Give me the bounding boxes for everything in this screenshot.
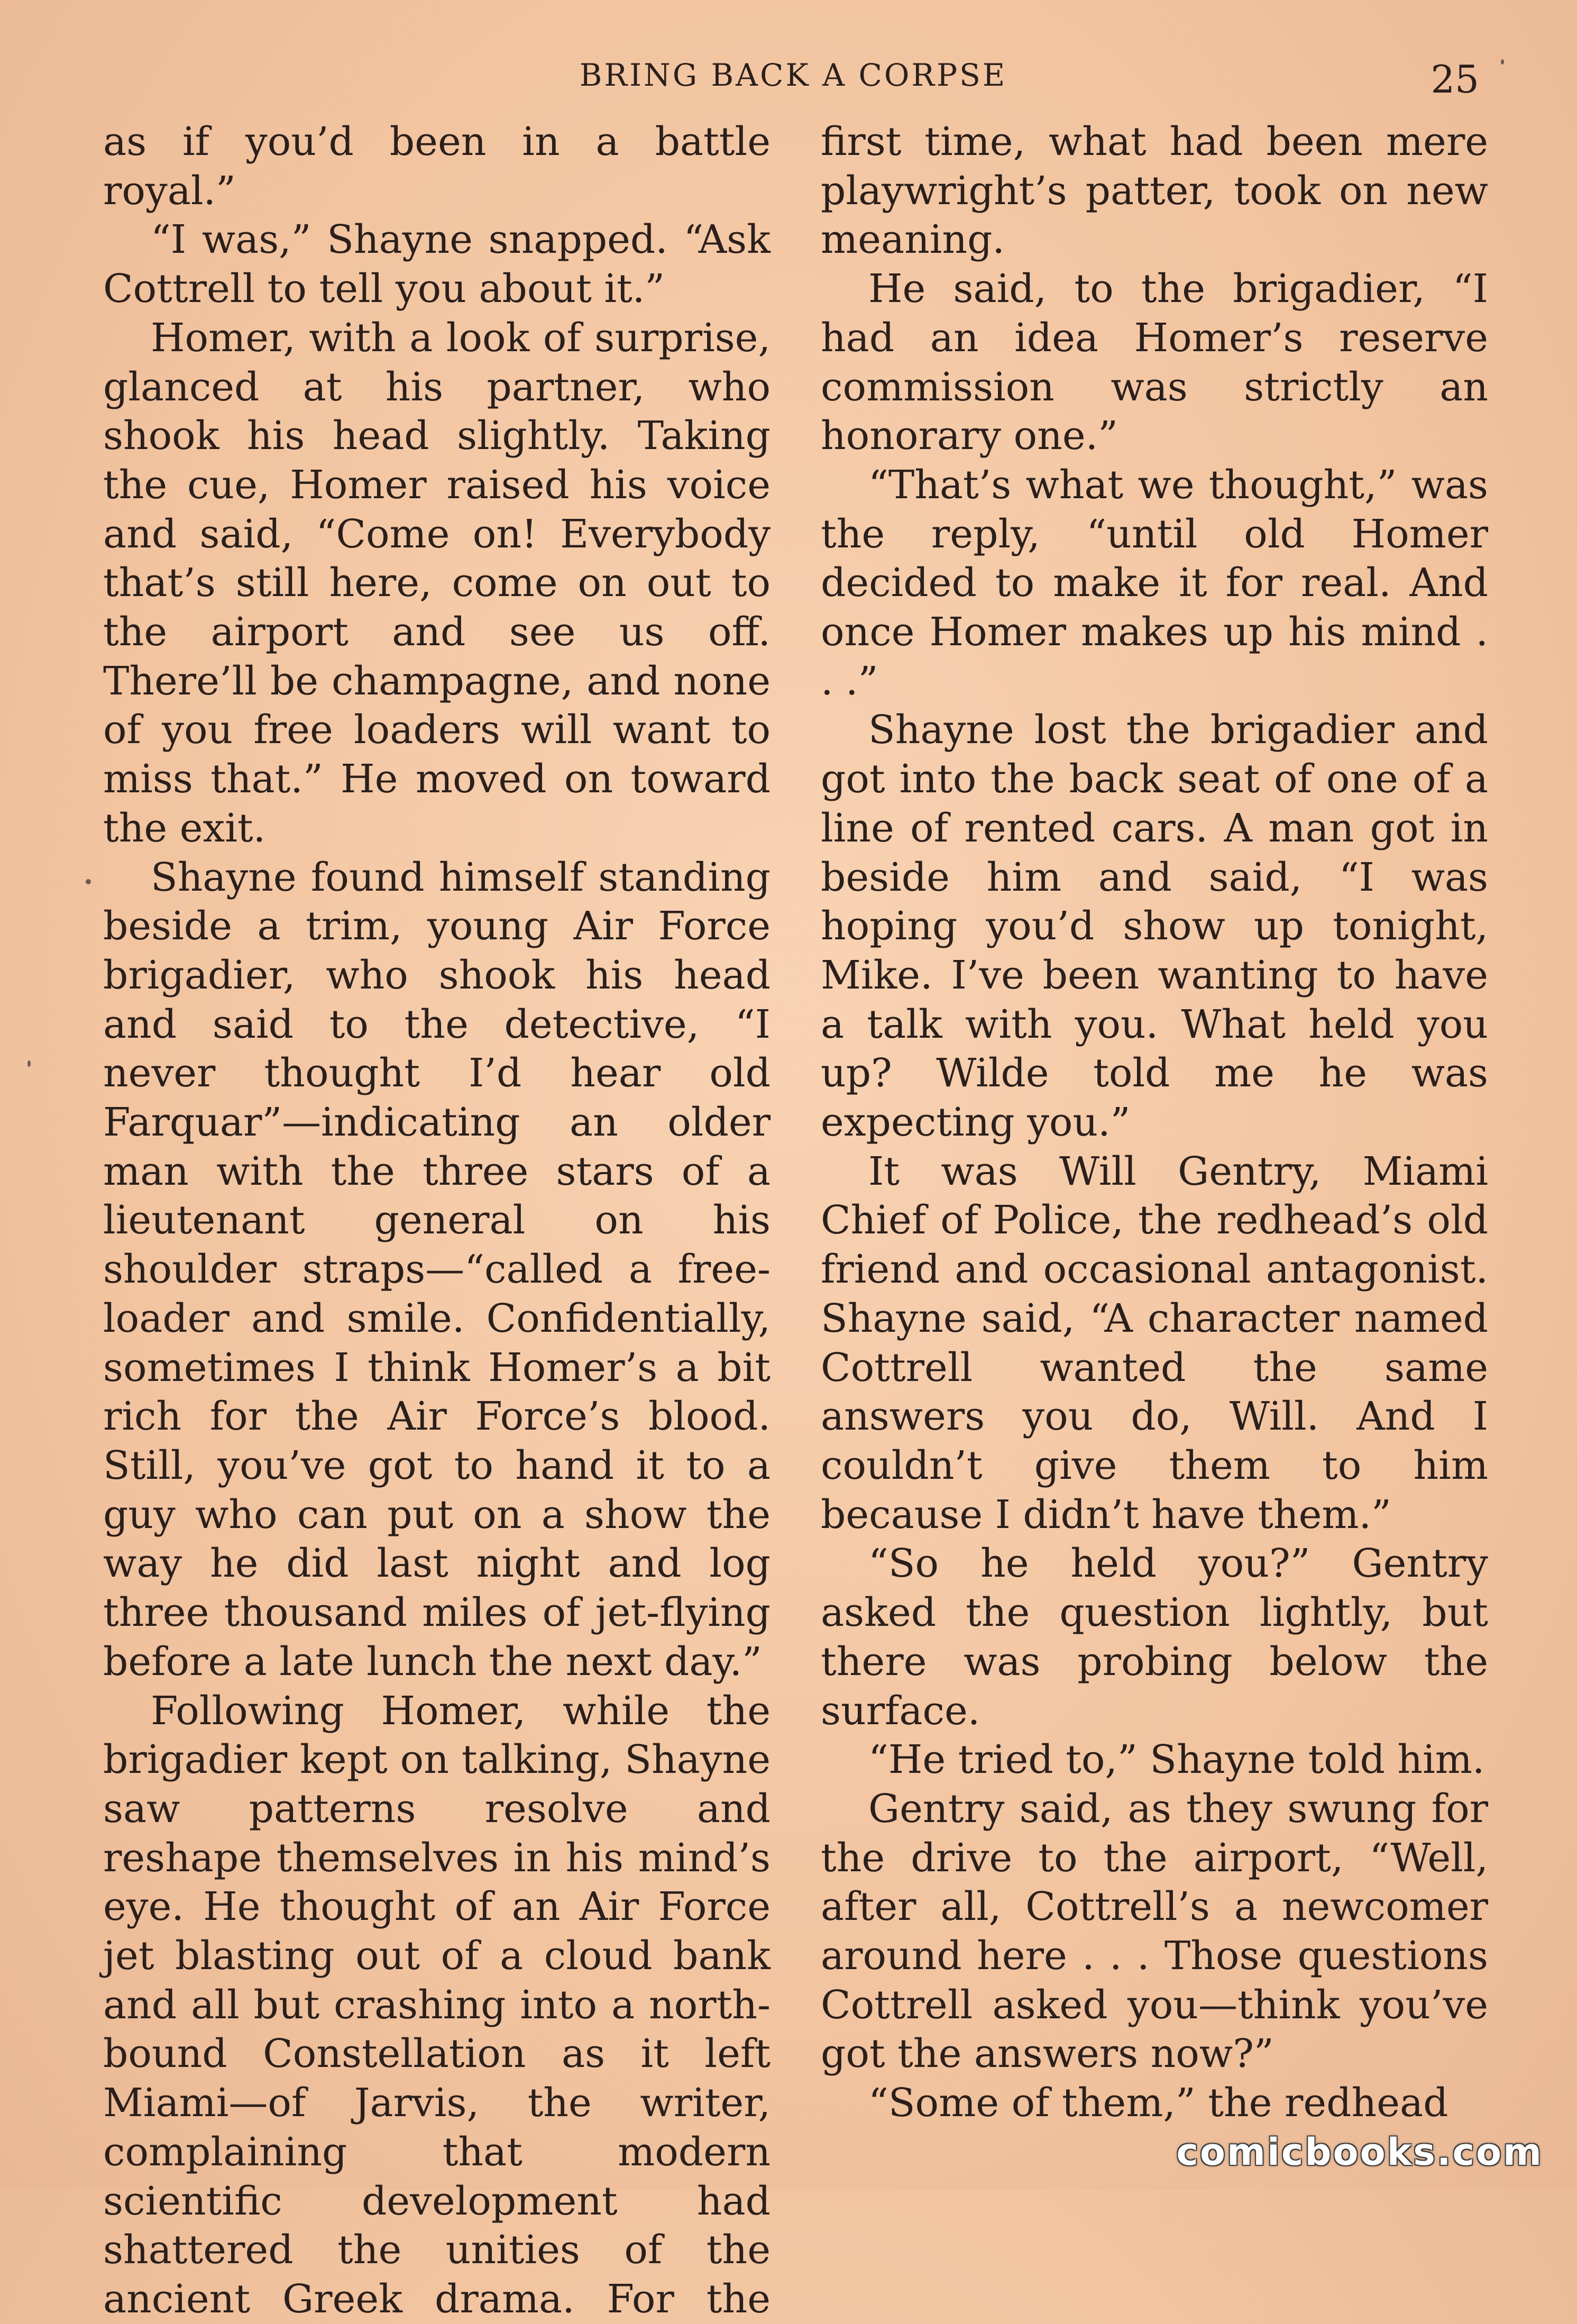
watermark-logo: comicbooks.com (1176, 2130, 1543, 2174)
paragraph: as if you’d been in a battle royal.” (103, 119, 771, 214)
paragraph: Homer, with a look of surprise, glanced at his partner, who shook his head slightly. Taking the cue, Homer raised his voice and said, “Come on! Everybody that’s still here, come on out to the airport and see us off. There’ll be champagne, and none of you free loaders will want to miss that.” He moved on toward the exit. (103, 315, 771, 851)
running-head: BRING BACK A CORPSE (579, 57, 1007, 93)
paragraph: Following Homer, while the brigadier kept on talking, Shayne saw patterns resolve and reshape themselves in his mind’s eye. He thought of an Air Force jet blasting out of a cloud bank and all but crashing into a north-bound Constellation as it left Miami—of Jarvis, the writer, complaining that modern scientific development had shattered the unities of the ancient Greek drama. For the (103, 1688, 771, 2322)
paragraph: “He tried to,” Shayne told him. (868, 1737, 1485, 1783)
paper-speck (1501, 59, 1504, 65)
left-column (103, 117, 771, 2324)
paragraph: “That’s what we thought,” was the reply, “until old Homer decided to make it for real. And once Homer makes up his mind . . .” (821, 462, 1488, 704)
paragraph: “I was,” Shayne snapped. “Ask Cottrell to tell you about it.” (103, 217, 771, 312)
paper-speck (86, 879, 91, 884)
paragraph: first time, what had been mere playwright’s patter, took on new meaning. (821, 119, 1488, 263)
right-column (821, 117, 1488, 2128)
paragraph: Shayne lost the brigadier and got into the back seat of one of a line of rented cars. A man got in beside him and said, “I was hoping you’d show up tonight, Mike. I’ve been wanting to have a talk with you. What held you up? Wilde told me he was expecting you.” (821, 707, 1488, 1146)
paragraph: He said, to the brigadier, “I had an idea Homer’s reserve commission was strictly an honorary one.” (821, 266, 1488, 459)
paragraph: “Some of them,” the redhead (868, 2080, 1448, 2126)
paragraph: Gentry said, as they swung for the drive to the airport, “Well, after all, Cottrell’s a newcomer around here . . . Those questions Cottrell asked you—think you’ve got the answers now?” (821, 1786, 1488, 2077)
paragraph: It was Will Gentry, Miami Chief of Police, the redhead’s old friend and occasional antagonist. Shayne said, “A character named Cottrell wanted the same answers you do, Will. And I couldn’t give them to him because I didn’t have them.” (821, 1148, 1488, 1538)
paragraph: “So he held you?” Gentry asked the question lightly, but there was probing below the surface. (821, 1541, 1488, 1734)
page-number: 25 (1431, 57, 1479, 102)
paragraph: Shayne found himself standing beside a trim, young Air Force brigadier, who shook his head and said to the detective, “I never thought I’d hear old Farquar”—indicating an older man with the three stars of a lieutenant general on his shoulder straps—“called a free-loader and smile. Confidentially, sometimes I think Homer’s a bit rich for the Air Force’s blood. Still, you’ve got to hand it to a guy who can put on a show the way he did last night and log three thousand miles of jet-flying before a late lunch the next day.” (103, 854, 771, 1685)
paper-speck (27, 1060, 31, 1067)
